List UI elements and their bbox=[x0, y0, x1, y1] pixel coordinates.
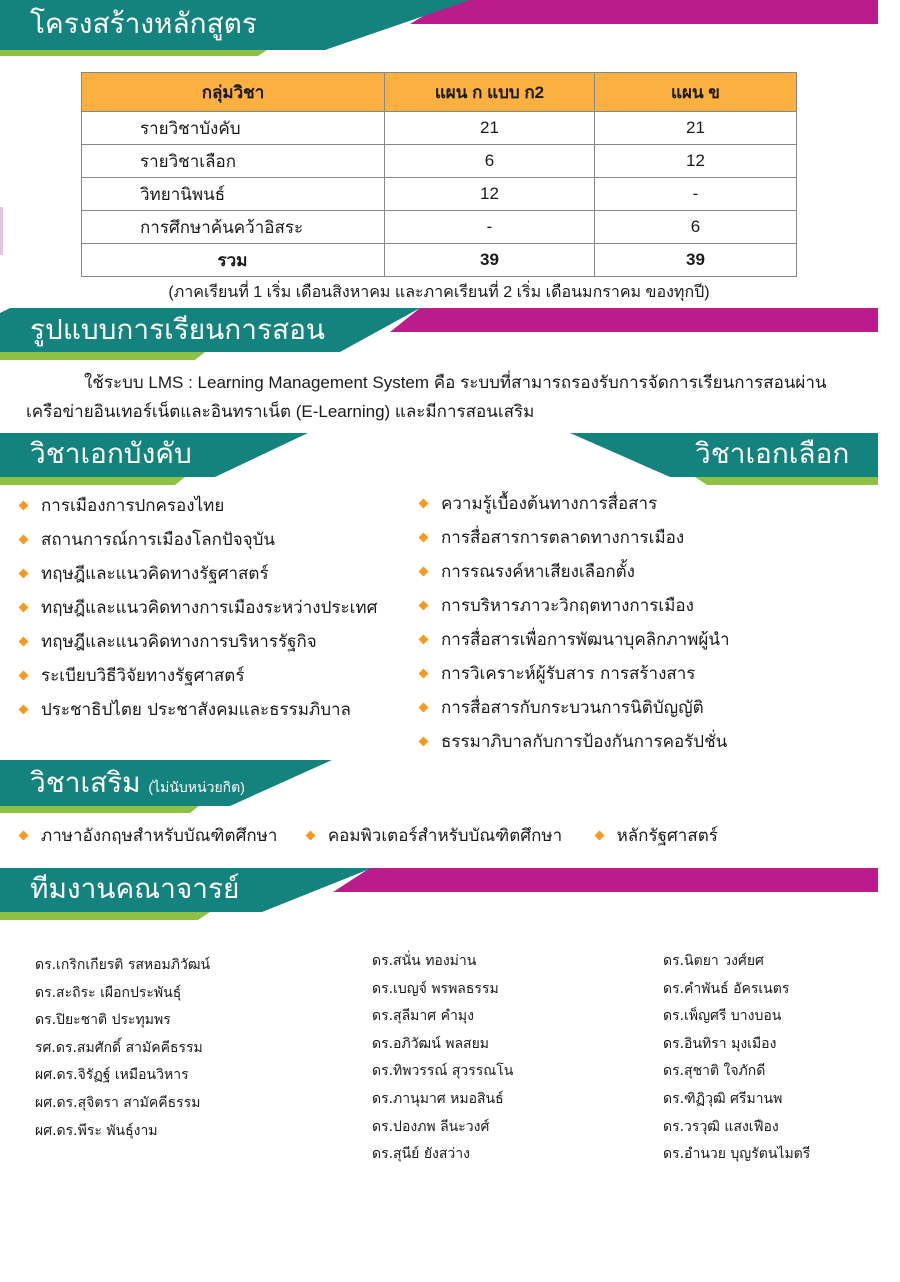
faculty-name: ดร.เกริกเกียรติ รสหอมภิวัฒน์ bbox=[35, 957, 211, 973]
diamond-bullet-icon bbox=[19, 568, 29, 578]
diamond-bullet-icon bbox=[19, 534, 29, 544]
faculty-name: ดร.สุชาติ ใจภักดี bbox=[663, 1063, 766, 1080]
faculty-name: ผศ.ดร.สุจิตรา สามัคคีธรรม bbox=[35, 1094, 201, 1111]
diamond-bullet-icon bbox=[419, 566, 429, 576]
column-header: แผน ข bbox=[595, 73, 797, 112]
paragraph-line: เครือข่ายอินเทอร์เน็ตและอินทราเน็ต (E-Learning) และมีการสอนเสริม bbox=[26, 402, 535, 421]
table-cell: รายวิชาบังคับ bbox=[82, 112, 385, 145]
faculty-name: ผศ.ดร.จิรัฏฐ์ เหมือนวิหาร bbox=[35, 1067, 189, 1084]
diamond-bullet-icon bbox=[594, 830, 604, 840]
table-cell: - bbox=[385, 211, 595, 244]
table-cell: รายวิชาเลือก bbox=[82, 145, 385, 178]
section-banner-required bbox=[0, 433, 310, 489]
section-title: โครงสร้างหลักสูตร bbox=[30, 8, 257, 39]
required-course-list bbox=[18, 489, 377, 727]
faculty-name: ดร.เบญจ์ พรพลธรรม bbox=[372, 980, 499, 997]
table-cell: 21 bbox=[385, 112, 595, 145]
diamond-bullet-icon bbox=[305, 830, 315, 840]
faculty-name: ดร.สุลีมาศ คำมุง bbox=[372, 1008, 474, 1025]
table-cell: 39 bbox=[385, 244, 595, 277]
column-header: กลุ่มวิชา bbox=[82, 73, 385, 112]
diamond-bullet-icon bbox=[419, 600, 429, 610]
table-cell: 21 bbox=[595, 112, 797, 145]
section-banner-structure bbox=[0, 0, 878, 56]
semester-note: (ภาคเรียนที่ 1 เริ่ม เดือนสิงหาคม และภาคเรียนที่ 2 เริ่ม เดือนมกราคม ของทุกปี) bbox=[168, 284, 710, 301]
list-item: ระเบียบวิธีวิจัยทางรัฐศาสตร์ bbox=[18, 659, 377, 693]
diamond-bullet-icon bbox=[419, 532, 429, 542]
list-item: การเมืองการปกครองไทย bbox=[18, 489, 377, 523]
table-row bbox=[82, 145, 797, 178]
table-cell: 6 bbox=[385, 145, 595, 178]
list-item: คอมพิวเตอร์สำหรับบัณฑิตศึกษา bbox=[305, 826, 562, 846]
diamond-bullet-icon bbox=[19, 500, 29, 510]
diamond-bullet-icon bbox=[419, 702, 429, 712]
list-item: การบริหารภาวะวิกฤตทางการเมือง bbox=[418, 589, 730, 623]
list-item: การสื่อสารเพื่อการพัฒนาบุคลิกภาพผู้นำ bbox=[418, 623, 730, 657]
table-cell: - bbox=[595, 178, 797, 211]
faculty-name: ดร.นิตยา วงศ์ยศ bbox=[663, 953, 764, 969]
faculty-name: ดร.อภิวัฒน์ พลสยม bbox=[372, 1035, 490, 1052]
list-item: การสื่อสารกับกระบวนการนิติบัญญัติ bbox=[418, 691, 730, 725]
faculty-name: ผศ.ดร.พีระ พันธุ์งาม bbox=[35, 1122, 158, 1139]
section-title: ทีมงานคณาจารย์ bbox=[30, 873, 240, 904]
table-cell: วิทยานิพนธ์ bbox=[82, 178, 385, 211]
section-banner-supplementary bbox=[0, 760, 335, 816]
list-item: การวิเคราะห์ผู้รับสาร การสร้างสาร bbox=[418, 657, 730, 691]
faculty-name: ดร.ภานุมาศ หมอสินธ์ bbox=[372, 1090, 504, 1107]
faculty-name: ดร.ปิยะชาติ ประทุมพร bbox=[35, 1012, 171, 1029]
faculty-list-col3 bbox=[663, 948, 810, 1169]
elective-course-list bbox=[418, 487, 730, 759]
diamond-bullet-icon bbox=[19, 704, 29, 714]
faculty-name: ดร.อำนวย บุญรัตนไมตรี bbox=[663, 1146, 811, 1163]
section-banner-teaching bbox=[0, 308, 878, 364]
left-edge-accent bbox=[0, 207, 3, 255]
section-title: วิชาเสริม (ไม่นับหน่วยกิต) bbox=[30, 767, 245, 798]
table-row bbox=[82, 112, 797, 145]
list-item: สถานการณ์การเมืองโลกปัจจุบัน bbox=[18, 523, 377, 557]
faculty-name: ดร.ปองภพ ลีนะวงศ์ bbox=[372, 1118, 490, 1135]
curriculum-table bbox=[81, 72, 797, 277]
section-title: วิชาเอกบังคับ bbox=[30, 438, 192, 469]
table-total-row bbox=[82, 244, 797, 277]
diamond-bullet-icon bbox=[419, 736, 429, 746]
table-cell: รวม bbox=[82, 244, 385, 277]
list-item: ความรู้เบื้องต้นทางการสื่อสาร bbox=[418, 487, 730, 521]
faculty-name: รศ.ดร.สมศักดิ์ สามัคคีธรรม bbox=[35, 1039, 203, 1056]
diamond-bullet-icon bbox=[19, 830, 29, 840]
table-header-row bbox=[82, 73, 797, 112]
table-row bbox=[82, 178, 797, 211]
section-title: รูปแบบการเรียนการสอน bbox=[30, 314, 326, 345]
list-item: หลักรัฐศาสตร์ bbox=[590, 826, 718, 846]
diamond-bullet-icon bbox=[419, 634, 429, 644]
faculty-name: ดร.ฑิฏิวุฒิ ศรีมานพ bbox=[663, 1090, 783, 1107]
list-item: การสื่อสารการตลาดทางการเมือง bbox=[418, 521, 730, 555]
diamond-bullet-icon bbox=[19, 670, 29, 680]
faculty-list-col2 bbox=[372, 948, 513, 1169]
table-cell: การศึกษาค้นคว้าอิสระ bbox=[82, 211, 385, 244]
teaching-description bbox=[26, 368, 876, 426]
list-item: ทฤษฎีและแนวคิดทางการบริหารรัฐกิจ bbox=[18, 625, 377, 659]
table-cell: 39 bbox=[595, 244, 797, 277]
faculty-name: ดร.คำพันธ์ อัครเนตร bbox=[663, 980, 790, 997]
list-item: ทฤษฎีและแนวคิดทางการเมืองระหว่างประเทศ bbox=[18, 591, 377, 625]
faculty-name: ดร.เพ็ญศรี บางบอน bbox=[663, 1008, 782, 1025]
faculty-name: ดร.วรวุฒิ แสงเฟือง bbox=[663, 1118, 779, 1135]
section-banner-elective bbox=[570, 433, 878, 489]
table-row bbox=[82, 211, 797, 244]
faculty-name: ดร.สะถิระ เผือกประพันธุ์ bbox=[35, 984, 182, 1001]
table-cell: 12 bbox=[595, 145, 797, 178]
section-title: วิชาเอกเลือก bbox=[695, 438, 850, 469]
list-item: ทฤษฎีและแนวคิดทางรัฐศาสตร์ bbox=[18, 557, 377, 591]
list-item: ธรรมาภิบาลกับการป้องกันการคอรัปชั่น bbox=[418, 725, 730, 759]
table-cell: 12 bbox=[385, 178, 595, 211]
diamond-bullet-icon bbox=[419, 498, 429, 508]
supplementary-course-list bbox=[18, 822, 740, 849]
faculty-name: ดร.สนั่น ทองม่าน bbox=[372, 953, 477, 969]
faculty-name: ดร.อินทิรา มุงเมือง bbox=[663, 1035, 777, 1052]
diamond-bullet-icon bbox=[419, 668, 429, 678]
diamond-bullet-icon bbox=[19, 636, 29, 646]
paragraph-line: ใช้ระบบ LMS : Learning Management System คือ ระบบที่สามารถรองรับการจัดการเรียนการสอนผ่าน bbox=[84, 373, 827, 392]
faculty-list-col1 bbox=[35, 952, 210, 1145]
list-item: ภาษาอังกฤษสำหรับบัณฑิตศึกษา bbox=[18, 826, 277, 846]
diamond-bullet-icon bbox=[19, 602, 29, 612]
faculty-name: ดร.ทิพวรรณ์ สุวรรณโน bbox=[372, 1063, 514, 1080]
list-item: การรณรงค์หาเสียงเลือกตั้ง bbox=[418, 555, 730, 589]
list-item: ประชาธิปไตย ประชาสังคมและธรรมภิบาล bbox=[18, 693, 377, 727]
faculty-name: ดร.สุนีย์ ยังสว่าง bbox=[372, 1146, 470, 1163]
column-header: แผน ก แบบ ก2 bbox=[385, 73, 595, 112]
table-cell: 6 bbox=[595, 211, 797, 244]
section-banner-faculty bbox=[0, 868, 878, 924]
